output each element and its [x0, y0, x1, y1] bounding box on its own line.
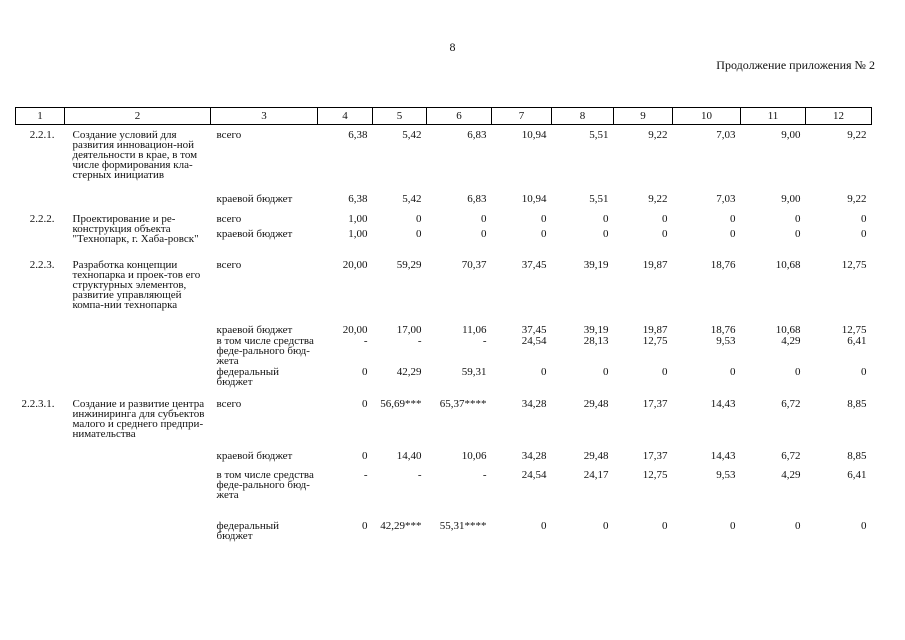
- table-row: [16, 193, 872, 204]
- value-cell: 56,69***: [380, 398, 422, 410]
- column-header: 3: [211, 108, 318, 125]
- item-code: [16, 193, 65, 204]
- value-cell: 0: [603, 520, 609, 532]
- value-cell: 5,51: [589, 129, 609, 141]
- funding-source: федеральный бюджет: [216, 520, 279, 542]
- value-cell: 10,94: [521, 193, 547, 205]
- value-cell: 6,38: [348, 193, 368, 205]
- value-cell: 0: [662, 213, 668, 225]
- value-cell: 17,37: [642, 450, 668, 462]
- value-cell: -: [363, 469, 368, 481]
- value-cell: 28,13: [583, 335, 609, 347]
- value-cell: 20,00: [342, 259, 368, 271]
- value-cell: 10,68: [775, 324, 801, 336]
- value-cell: 6,83: [467, 129, 487, 141]
- column-header: 12: [806, 108, 872, 125]
- value-cell: 42,29***: [380, 520, 422, 532]
- item-name: Создание и развитие центра инжиниринга для субъектов малого и среднего предпри-нимательства: [72, 398, 205, 440]
- value-cell: -: [417, 335, 422, 347]
- funding-source: в том числе средства феде-рального бюд-жета: [216, 335, 314, 367]
- value-cell: 19,87: [642, 259, 668, 271]
- funding-source: краевой бюджет: [216, 193, 293, 205]
- value-cell: 0: [662, 228, 668, 240]
- value-cell: 4,29: [781, 335, 801, 347]
- table-row: [16, 520, 872, 541]
- column-header: 4: [318, 108, 373, 125]
- item-name: Проектирование и ре-конструкция объекта "Технопарк, г. Хаба-ровск": [72, 213, 199, 245]
- value-cell: 19,87: [642, 324, 668, 336]
- value-cell: 14,40: [396, 450, 422, 462]
- value-cell: 0: [795, 520, 801, 532]
- value-cell: 7,03: [716, 129, 736, 141]
- value-cell: 9,00: [781, 193, 801, 205]
- value-cell: 55,31****: [439, 520, 487, 532]
- value-cell: 29,48: [583, 450, 609, 462]
- value-cell: 0: [662, 366, 668, 378]
- value-cell: 0: [541, 366, 547, 378]
- value-cell: -: [417, 469, 422, 481]
- item-name: Разработка концепции технопарка и проек-тов его структурных элементов, развитие управляющей компа-нии технопарка: [72, 259, 201, 311]
- value-cell: 65,37****: [439, 398, 487, 410]
- value-cell: 0: [362, 366, 368, 378]
- value-cell: -: [363, 335, 368, 347]
- value-cell: 37,45: [521, 259, 547, 271]
- table-row: [16, 366, 872, 389]
- value-cell: 24,54: [521, 469, 547, 481]
- item-code: 2.2.3.1.: [21, 398, 55, 410]
- value-cell: 0: [730, 366, 736, 378]
- value-cell: 9,00: [781, 129, 801, 141]
- column-header: 5: [373, 108, 427, 125]
- funding-source: краевой бюджет: [216, 228, 293, 240]
- value-cell: 24,17: [583, 469, 609, 481]
- value-cell: 0: [416, 213, 422, 225]
- value-cell: 14,43: [710, 450, 736, 462]
- value-cell: 6,41: [847, 469, 867, 481]
- value-cell: 10,68: [775, 259, 801, 271]
- value-cell: 0: [416, 228, 422, 240]
- value-cell: 0: [795, 213, 801, 225]
- funding-source: краевой бюджет: [216, 450, 293, 462]
- value-cell: 5,42: [402, 193, 422, 205]
- value-cell: 9,53: [716, 469, 736, 481]
- appendix-continuation-label: Продолжение приложения № 2: [716, 58, 875, 72]
- item-name: [65, 324, 211, 335]
- value-cell: 6,72: [781, 398, 801, 410]
- value-cell: 0: [541, 520, 547, 532]
- item-code: [16, 450, 65, 469]
- value-cell: 1,00: [348, 228, 368, 240]
- funding-source: всего: [216, 213, 242, 225]
- value-cell: 9,22: [648, 193, 668, 205]
- value-cell: -: [482, 469, 487, 481]
- value-cell: 0: [362, 520, 368, 532]
- column-header: 8: [552, 108, 614, 125]
- item-name: [65, 450, 211, 469]
- value-cell: 8,85: [847, 398, 867, 410]
- value-cell: 12,75: [841, 324, 867, 336]
- value-cell: 0: [481, 228, 487, 240]
- item-code: [16, 469, 65, 520]
- value-cell: 5,42: [402, 129, 422, 141]
- page-number: 8: [449, 40, 456, 54]
- value-cell: 0: [861, 213, 867, 225]
- value-cell: 18,76: [710, 259, 736, 271]
- value-cell: 18,76: [710, 324, 736, 336]
- value-cell: 0: [861, 520, 867, 532]
- value-cell: 0: [861, 228, 867, 240]
- value-cell: 6,41: [847, 335, 867, 347]
- value-cell: 34,28: [521, 398, 547, 410]
- value-cell: 14,43: [710, 398, 736, 410]
- value-cell: 8,85: [847, 450, 867, 462]
- column-header: 2: [65, 108, 211, 125]
- item-code: 2.2.1.: [29, 129, 55, 141]
- funding-source: всего: [216, 398, 242, 410]
- value-cell: 39,19: [583, 259, 609, 271]
- value-cell: 17,00: [396, 324, 422, 336]
- item-code: [16, 366, 65, 389]
- value-cell: 10,06: [461, 450, 487, 462]
- value-cell: 59,29: [396, 259, 422, 271]
- column-header: 6: [427, 108, 492, 125]
- table-row: [16, 469, 872, 520]
- column-header: 7: [492, 108, 552, 125]
- funding-source: всего: [216, 259, 242, 271]
- value-cell: 0: [362, 398, 368, 410]
- value-cell: 0: [730, 228, 736, 240]
- item-code: [16, 228, 65, 259]
- value-cell: 9,22: [847, 129, 867, 141]
- value-cell: 12,75: [841, 259, 867, 271]
- budget-table: [15, 107, 872, 541]
- column-header: 9: [614, 108, 673, 125]
- item-name: Создание условий для развития инновацион-ной деятельности в крае, в том числе формирования кла-стерных инициатив: [72, 129, 198, 181]
- value-cell: 0: [795, 228, 801, 240]
- value-cell: 42,29: [396, 366, 422, 378]
- value-cell: 20,00: [342, 324, 368, 336]
- table-header-row: [16, 108, 872, 125]
- funding-source: федеральный бюджет: [216, 366, 279, 388]
- item-name: [65, 193, 211, 204]
- item-code: [16, 335, 65, 366]
- column-header: 1: [16, 108, 65, 125]
- item-code: [16, 324, 65, 335]
- table-row: [16, 324, 872, 335]
- value-cell: 34,28: [521, 450, 547, 462]
- value-cell: 39,19: [583, 324, 609, 336]
- value-cell: 0: [861, 366, 867, 378]
- value-cell: 9,53: [716, 335, 736, 347]
- table-row: [16, 125, 872, 194]
- value-cell: 6,83: [467, 193, 487, 205]
- table-row: [16, 389, 872, 450]
- value-cell: 59,31: [461, 366, 487, 378]
- value-cell: 0: [730, 213, 736, 225]
- value-cell: 0: [541, 228, 547, 240]
- value-cell: 0: [795, 366, 801, 378]
- table-row: [16, 204, 872, 228]
- value-cell: 0: [481, 213, 487, 225]
- value-cell: 70,37: [461, 259, 487, 271]
- value-cell: 9,22: [648, 129, 668, 141]
- value-cell: 17,37: [642, 398, 668, 410]
- item-code: 2.2.3.: [29, 259, 55, 271]
- funding-source: краевой бюджет: [216, 324, 293, 336]
- table-row: [16, 259, 872, 324]
- value-cell: 10,94: [521, 129, 547, 141]
- item-code: [16, 520, 65, 541]
- value-cell: -: [482, 335, 487, 347]
- value-cell: 0: [730, 520, 736, 532]
- value-cell: 0: [603, 366, 609, 378]
- item-name: [65, 366, 211, 389]
- funding-source: всего: [216, 129, 242, 141]
- value-cell: 0: [603, 228, 609, 240]
- value-cell: 24,54: [521, 335, 547, 347]
- value-cell: 0: [362, 450, 368, 462]
- column-header: 10: [673, 108, 741, 125]
- value-cell: 6,38: [348, 129, 368, 141]
- value-cell: 12,75: [642, 335, 668, 347]
- table-row: [16, 335, 872, 366]
- value-cell: 5,51: [589, 193, 609, 205]
- column-header: 11: [741, 108, 806, 125]
- item-name: [65, 520, 211, 541]
- value-cell: 7,03: [716, 193, 736, 205]
- item-code: 2.2.2.: [29, 213, 55, 225]
- value-cell: 1,00: [348, 213, 368, 225]
- value-cell: 0: [603, 213, 609, 225]
- value-cell: 6,72: [781, 450, 801, 462]
- value-cell: 29,48: [583, 398, 609, 410]
- value-cell: 0: [541, 213, 547, 225]
- item-name: [65, 335, 211, 366]
- value-cell: 0: [662, 520, 668, 532]
- value-cell: 9,22: [847, 193, 867, 205]
- value-cell: 12,75: [642, 469, 668, 481]
- table-row: [16, 450, 872, 469]
- value-cell: 37,45: [521, 324, 547, 336]
- item-name: [65, 469, 211, 520]
- value-cell: 4,29: [781, 469, 801, 481]
- funding-source: в том числе средства феде-рального бюд-жета: [216, 469, 314, 501]
- value-cell: 11,06: [462, 324, 487, 336]
